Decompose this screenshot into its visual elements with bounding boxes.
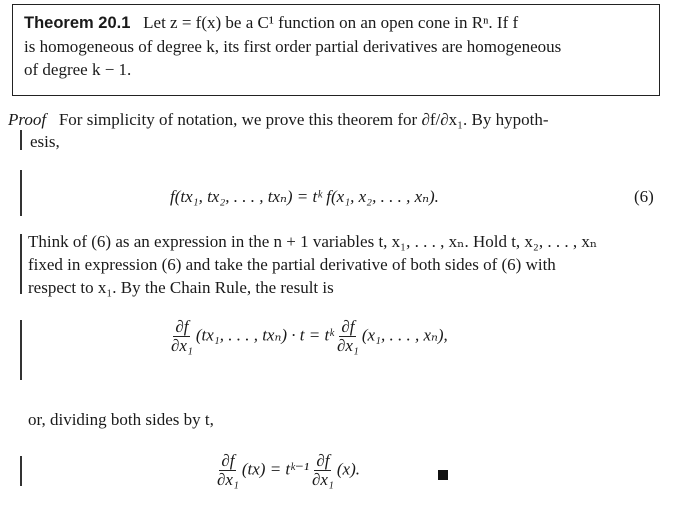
fraction-df-dx1: $\frac{\partial f}{\text{∂x₁}}$ — [171, 317, 193, 355]
proof-margin-line-3 — [20, 234, 22, 294]
proof-margin-line-1 — [20, 130, 22, 150]
proof-margin-line-4 — [20, 320, 22, 380]
theorem-label: Theorem 20.1 — [24, 14, 131, 32]
equation-final: $\frac{\partial f}{\text{∂x₁}}$ (tx) = tᵏ⁻¹ $\frac{\partial f}{\text{∂x₁}}$ (x). — [217, 451, 360, 489]
proof-para-3: or, dividing both sides by t, — [28, 410, 214, 429]
proof-text-1: For simplicity of notation, we prove this theorem for ∂f/∂x₁. By hypoth- — [58, 110, 549, 129]
fraction-df-dx1-right: $\frac{\partial f}{\text{∂x₁}}$ — [336, 317, 359, 355]
theorem-line-3: of degree k − 1. — [24, 60, 132, 79]
proof-text-2: esis, — [30, 132, 60, 151]
equation-6-tag: (6) — [634, 187, 654, 206]
proof-para-2-line-2: fixed in expression (6) and take the partial derivative of both sides of (6) with — [28, 255, 556, 274]
equation-6: f(tx₁, tx₂, . . . , txₙ) = tᵏ f(x₁, x₂, . . . , xₙ). — [170, 187, 439, 206]
proof-para-2-line-1: Think of (6) as an expression in the n + 1 variables t, x₁, . . . , xₙ. Hold t, x₂, . . . , xₙ — [28, 232, 598, 251]
proof-margin-line-5 — [20, 456, 22, 486]
fraction-df-dx1-final: $\frac{\partial f}{\text{∂x₁}}$ — [217, 451, 239, 489]
theorem-line-1 — [24, 11, 649, 35]
fraction-df-dx1-final-right: $\frac{\partial f}{\text{∂x₁}}$ — [312, 451, 334, 489]
proof-para-2 — [28, 230, 658, 299]
equation-chain-rule: $\frac{\partial f}{\text{∂x₁}}$ (tx₁, . . . , txₙ) · t = tᵏ $\frac{\partial f}{\text{∂x₁}}$ (x₁, . . . , xₙ), — [171, 317, 448, 355]
proof-label: Proof — [8, 110, 47, 129]
qed-square-icon — [438, 470, 448, 480]
proof-margin-line-2 — [20, 170, 22, 216]
theorem-text-1: Let z = f(x) be a C¹ function on an open cone in Rⁿ. If f — [143, 13, 519, 32]
proof-para-2-line-3: respect to x₁. By the Chain Rule, the result is — [28, 278, 334, 297]
theorem-box — [12, 4, 660, 96]
proof-first-line — [8, 108, 668, 131]
theorem-line-2: is homogeneous of degree k, its first order partial derivatives are homogeneous — [24, 37, 562, 56]
